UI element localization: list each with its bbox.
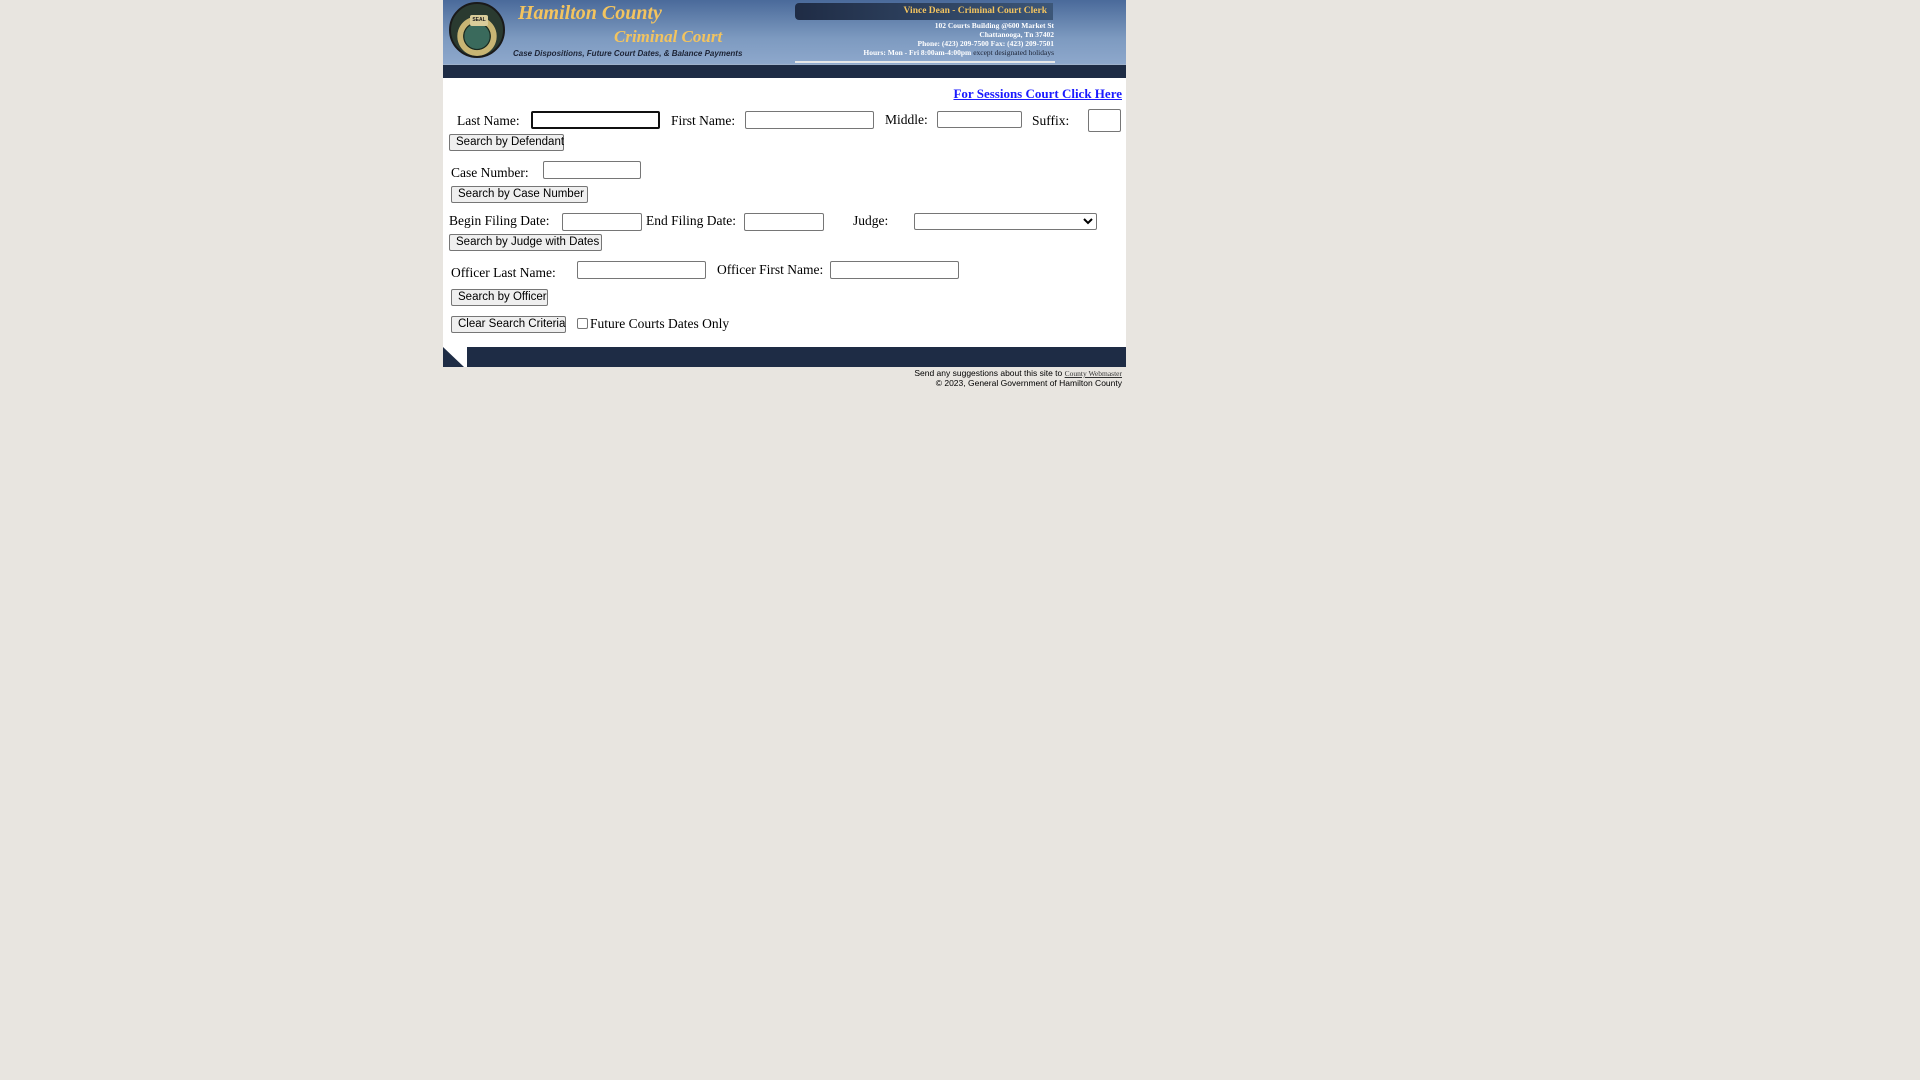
site-title-court: Criminal Court xyxy=(614,27,723,46)
case-number-label: Case Number: xyxy=(451,165,529,180)
site-title-county: Hamilton County xyxy=(518,2,662,24)
site-tagline: Case Dispositions, Future Court Dates, & Balance Payments xyxy=(513,49,743,58)
clear-search-button[interactable]: Clear Search Criteria xyxy=(451,316,566,333)
suggestion-text: Send any suggestions about this site to xyxy=(914,368,1063,378)
first-name-label: First Name: xyxy=(671,113,736,128)
case-number-input[interactable] xyxy=(543,161,641,179)
future-dates-checkbox[interactable] xyxy=(577,318,588,329)
seal-label: SEAL xyxy=(470,15,488,26)
officer-first-name-input[interactable] xyxy=(830,261,959,279)
suffix-label: Suffix: xyxy=(1032,113,1070,128)
address-line-2: Chattanooga, Tn 37402 xyxy=(979,30,1054,39)
site-header xyxy=(443,0,1126,64)
search-by-judge-button[interactable]: Search by Judge with Dates xyxy=(449,234,602,251)
last-name-label: Last Name: xyxy=(457,113,520,128)
footer-edge-decoration xyxy=(464,347,467,367)
end-filing-date-input[interactable] xyxy=(744,213,824,231)
header-divider xyxy=(795,61,1055,63)
judge-label: Judge: xyxy=(853,213,889,228)
first-name-input[interactable] xyxy=(745,111,874,129)
last-name-input[interactable] xyxy=(531,111,660,129)
clerk-name: Vince Dean - Criminal Court Clerk xyxy=(903,6,1047,16)
phone-fax: Phone: (423) 209-7500 Fax: (423) 209-7501 xyxy=(917,39,1054,48)
footer-suggestion xyxy=(914,368,1122,378)
begin-filing-date-input[interactable] xyxy=(562,213,642,231)
search-by-case-number-button[interactable]: Search by Case Number xyxy=(451,186,588,203)
footer-band xyxy=(443,347,1126,367)
suffix-input[interactable] xyxy=(1088,109,1121,132)
footer-corner-decoration xyxy=(443,347,464,367)
county-seal-logo xyxy=(449,2,505,58)
officer-first-name-label: Officer First Name: xyxy=(717,262,824,277)
footer-copyright: © 2023, General Government of Hamilton County xyxy=(935,378,1122,388)
webmaster-link[interactable]: County Webmaster xyxy=(1064,369,1122,378)
nav-bar xyxy=(443,64,1126,78)
clerk-banner xyxy=(795,3,1053,20)
search-by-defendant-button[interactable]: Search by Defendant xyxy=(449,134,564,151)
officer-last-name-input[interactable] xyxy=(577,261,706,279)
address-line-1: 102 Courts Building @600 Market St xyxy=(934,21,1054,30)
begin-filing-date-label: Begin Filing Date: xyxy=(449,213,550,228)
sessions-court-link[interactable]: For Sessions Court Click Here xyxy=(953,86,1122,101)
search-form xyxy=(443,78,1126,347)
page-container xyxy=(443,0,1126,367)
middle-name-input[interactable] xyxy=(937,111,1022,128)
office-hours xyxy=(863,48,1054,57)
end-filing-date-label: End Filing Date: xyxy=(646,213,736,228)
search-by-officer-button[interactable]: Search by Officer xyxy=(451,289,548,306)
hours-text: Hours: Mon - Fri 8:00am-4:00pm xyxy=(863,48,972,57)
officer-last-name-label: Officer Last Name: xyxy=(451,265,556,280)
future-dates-label: Future Courts Dates Only xyxy=(590,316,730,331)
hours-note: except designated holidays xyxy=(973,48,1054,57)
judge-select[interactable] xyxy=(914,213,1097,230)
middle-name-label: Middle: xyxy=(885,112,928,127)
